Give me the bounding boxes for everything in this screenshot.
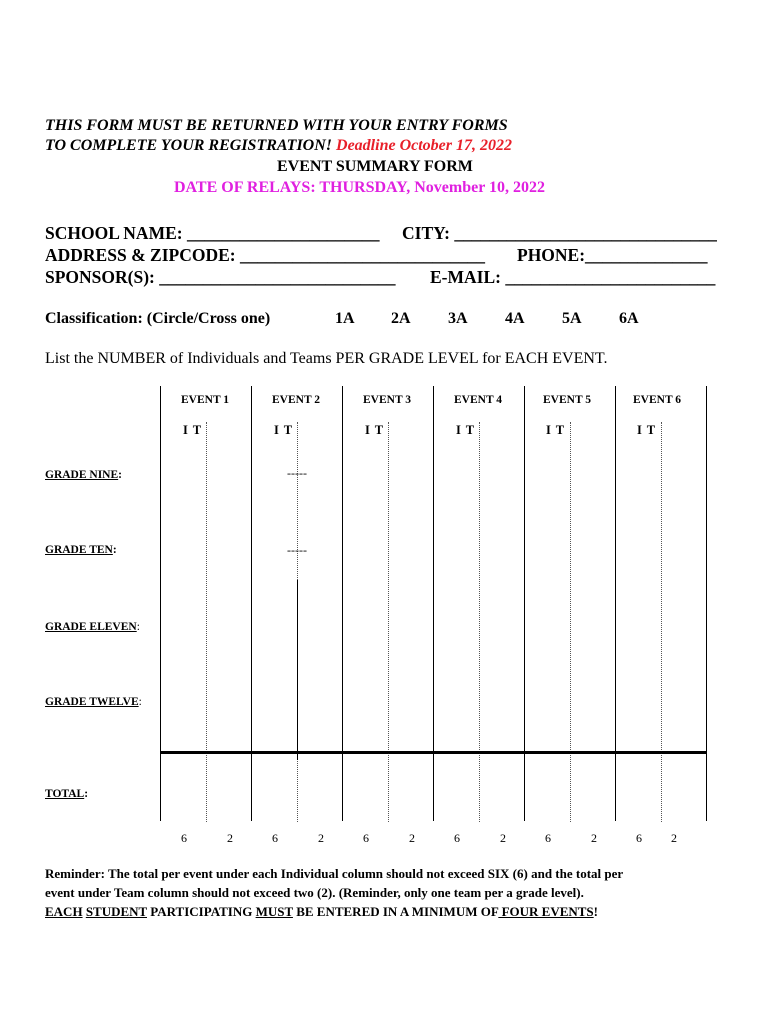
it-subheader: I T [637,423,657,437]
individual-limit: 6 [454,831,460,845]
grade-twelve-text: GRADE TWELVE [45,696,139,708]
school-name-field[interactable]: SCHOOL NAME: ______________________ [45,223,380,243]
class-option-3a[interactable]: 3A [448,310,468,327]
reminder-end: ! [593,904,599,919]
grade-eleven-label [45,621,140,633]
relays-date: DATE OF RELAYS: THURSDAY, November 10, 2022 [174,179,546,196]
total-colon: : [84,788,89,800]
it-subheader: I T [183,423,203,437]
grade-eleven-colon: : [136,621,140,633]
it-subheader: I T [274,423,294,437]
page-title: EVENT SUMMARY FORM [277,158,473,175]
city-field[interactable]: CITY: ______________________________ [402,223,717,243]
reminder-line-3 [45,902,598,921]
team-limit: 2 [671,831,677,845]
team-limit: 2 [227,831,233,845]
team-limit: 2 [500,831,506,845]
grade-nine-label [45,469,122,481]
class-option-5a[interactable]: 5A [562,310,582,327]
it-divider [570,422,571,822]
it-divider [479,422,480,822]
column-divider [342,386,343,821]
column-divider [251,386,252,821]
total-text: TOTAL [45,788,85,800]
phone-field[interactable]: PHONE:______________ [517,245,708,265]
total-separator [160,751,706,754]
grade-nine-dash: ----- [287,466,307,480]
column-divider [524,386,525,821]
grade-twelve-label [45,696,142,708]
class-option-6a[interactable]: 6A [619,310,639,327]
registration-text: TO COMPLETE YOUR REGISTRATION! [45,137,333,154]
it-subheader: I T [365,423,385,437]
it-divider [661,422,662,822]
class-option-1a[interactable]: 1A [335,310,355,327]
reminder-line-2: event under Team column should not exceed two (2). (Reminder, only one team per a grade level). [45,885,584,900]
grade-eleven-text: GRADE ELEVEN [45,621,137,633]
form-return-notice: THIS FORM MUST BE RETURNED WITH YOUR ENTRY FORMS [45,117,508,134]
column-divider [615,386,616,821]
event-2-header: EVENT 2 [272,394,321,406]
address-field[interactable]: ADDRESS & ZIPCODE: ____________________________ [45,245,485,265]
grade-nine-text: GRADE NINE [45,469,119,481]
individual-limit: 6 [363,831,369,845]
class-option-4a[interactable]: 4A [505,310,525,327]
column-divider [160,386,161,821]
email-field[interactable]: E-MAIL: ________________________ [430,267,716,287]
grade-nine-colon: : [118,469,123,481]
sponsor-field[interactable]: SPONSOR(S): ___________________________ [45,267,396,287]
reminder-student: STUDENT [85,904,147,919]
it-divider [206,422,207,822]
team-limit: 2 [409,831,415,845]
individual-limit: 6 [545,831,551,845]
event-3-header: EVENT 3 [363,394,412,406]
it-subheader: I T [456,423,476,437]
column-divider [297,580,298,760]
grade-ten-dash: ----- [287,543,307,557]
grade-ten-text: GRADE TEN [45,544,113,556]
reminder-line-1: Reminder: The total per event under each Individual column should not exceed SIX (6) and the total per [45,866,624,881]
individual-limit: 6 [181,831,187,845]
event-4-header: EVENT 4 [454,394,503,406]
team-limit: 2 [591,831,597,845]
deadline-text: Deadline October 17, 2022 [336,137,512,154]
individual-limit: 6 [636,831,642,845]
reminder-each: EACH [45,904,83,919]
reminder-must: MUST [255,904,293,919]
grade-ten-label [45,544,117,556]
reminder-four-events: FOUR EVENTS [498,904,594,919]
individual-limit: 6 [272,831,278,845]
it-divider [388,422,389,822]
grade-twelve-colon: : [138,696,142,708]
event-1-header: EVENT 1 [181,394,230,406]
reminder-mid: BE ENTERED IN A MINIMUM OF [292,904,499,919]
event-6-header: EVENT 6 [633,394,682,406]
team-limit: 2 [318,831,324,845]
classification-label: Classification: (Circle/Cross one) [45,310,271,327]
event-5-header: EVENT 5 [543,394,592,406]
it-subheader: I T [546,423,566,437]
column-divider [706,386,707,821]
instruction-text: List the NUMBER of Individuals and Teams PER GRADE LEVEL for EACH EVENT. [45,350,608,367]
registration-notice [45,137,512,155]
total-label [45,788,88,800]
reminder-participating: PARTICIPATING [147,904,256,919]
class-option-2a[interactable]: 2A [391,310,411,327]
grade-ten-colon: : [112,544,117,556]
column-divider [433,386,434,821]
